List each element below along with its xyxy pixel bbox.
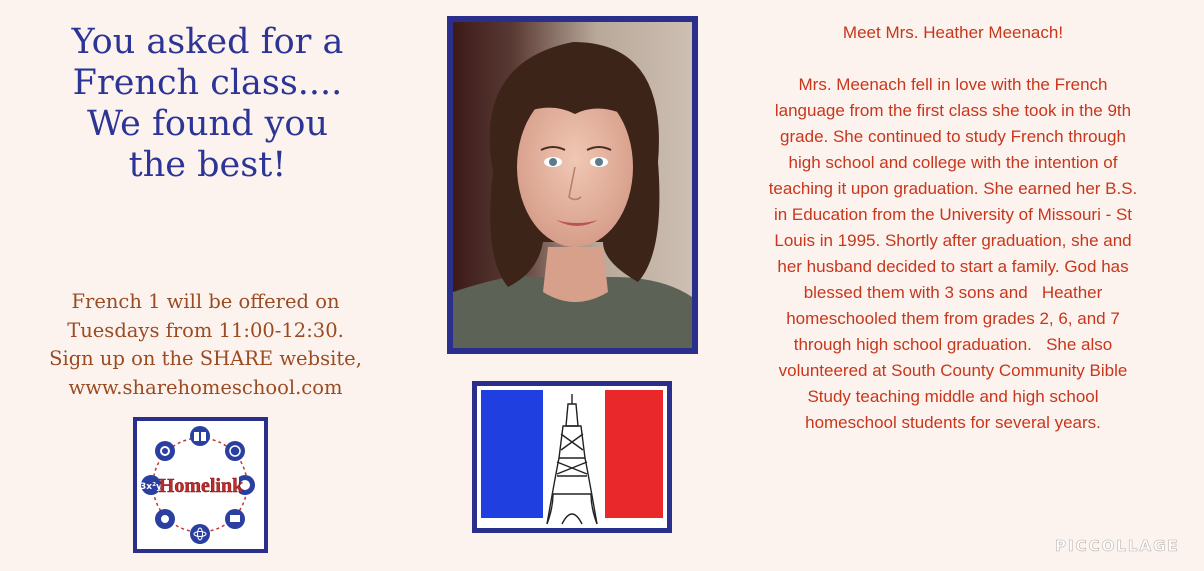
headline [10, 22, 405, 186]
logo-graphic [137, 421, 264, 549]
headline-line: French class.... [72, 63, 343, 103]
bio-line: blessed them with 3 sons and Heather [803, 283, 1103, 302]
teacher-bio [718, 20, 1188, 436]
bio-line: Louis in 1995. Shortly after graduation, she and [774, 231, 1132, 250]
bio-title: Meet Mrs. Heather Meenach! [842, 23, 1064, 42]
info-line: Tuesdays from 11:00-12:30. [67, 318, 344, 342]
logo-wordmark: Homelink [158, 475, 244, 497]
bio-line: teaching it upon graduation. She earned her B.S. [768, 179, 1138, 198]
bio-line: homeschool students for several years. [805, 413, 1101, 432]
bio-line: volunteered at South County Community Bible [778, 361, 1128, 380]
french-flag-frame [472, 381, 672, 533]
book-icon [190, 426, 210, 446]
logo-panel [137, 421, 264, 549]
bio-line: Study teaching middle and high school [807, 387, 1099, 406]
class-info [8, 288, 403, 402]
info-line: Sign up on the SHARE website, [49, 347, 362, 370]
globe-icon [225, 441, 245, 461]
bio-line: in Education from the University of Missouri - St [773, 205, 1133, 224]
atom-icon [190, 524, 210, 544]
portrait-photo [453, 22, 692, 348]
bio-line: grade. She continued to study French through [780, 127, 1126, 146]
headline-line: You asked for a [71, 22, 344, 62]
palette-icon [155, 509, 175, 529]
portrait-frame [447, 16, 698, 354]
bio-line: her husband decided to start a family. God has [777, 257, 1129, 276]
bio-line: language from the first class she took in the 9th [774, 101, 1132, 120]
bio-body [718, 72, 1188, 436]
bio-line: high school and college with the intention of [788, 153, 1118, 172]
bio-line: Mrs. Meenach fell in love with the French [798, 75, 1108, 94]
gear-icon [155, 441, 175, 461]
flag-blue-stripe [481, 390, 543, 518]
flag-red-stripe [605, 390, 663, 518]
french-flag [477, 386, 667, 528]
headline-line: the best! [128, 145, 287, 185]
flag-graphic [477, 386, 667, 528]
laptop-icon [225, 509, 245, 529]
info-line: French 1 will be offered on [71, 290, 340, 313]
headline-line: We found you [87, 104, 328, 144]
website-link[interactable]: www.sharehomeschool.com [68, 375, 343, 399]
piccollage-watermark: PICCOLLAGE [1055, 537, 1180, 555]
homelink-logo [133, 417, 268, 553]
math-badge: 3x²y [140, 482, 162, 492]
bio-line: homeschooled them from grades 2, 6, and 7 [786, 309, 1120, 328]
bio-line: through high school graduation. She also [793, 335, 1113, 354]
